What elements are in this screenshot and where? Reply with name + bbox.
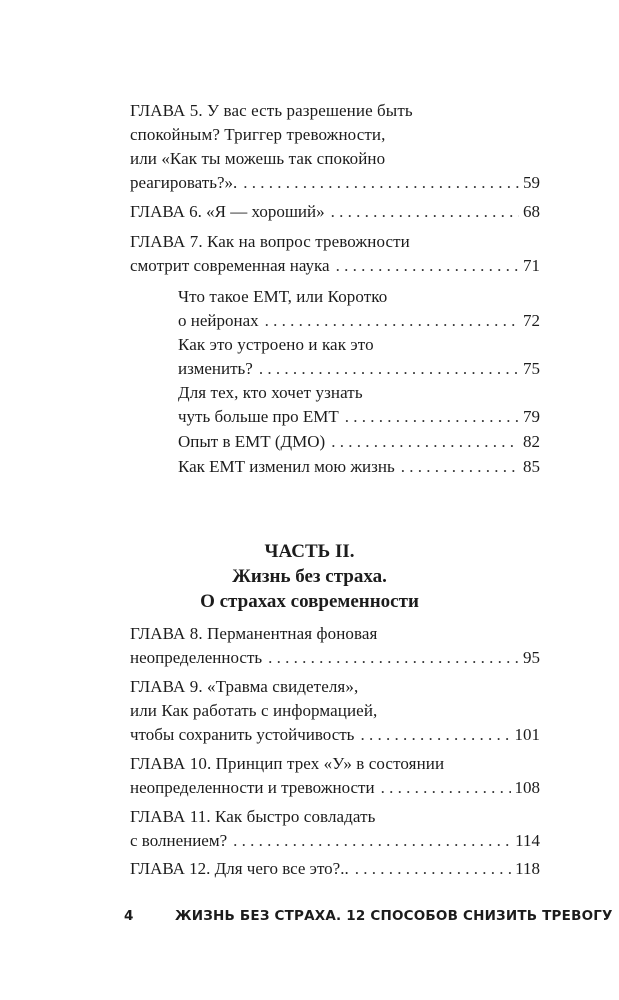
toc-sub4-title: Опыт в ЕМТ (ДМО) [178,432,326,451]
toc-ch5-line4: реагировать?». [130,173,238,192]
toc-sub1-line2: о нейронах [178,311,259,330]
toc-sub4-entry[interactable] [178,430,540,454]
dot-leader [360,723,510,747]
toc-sub1-entry[interactable] [178,309,540,333]
dot-leader [243,171,519,195]
toc-ch11-page: 114 [515,831,540,850]
toc-ch5-line3: или «Как ты можешь так спокойно [130,149,386,168]
toc-ch5-page: 59 [523,173,540,192]
toc-ch10-entry[interactable] [130,776,540,800]
toc-sub5-entry[interactable] [178,455,540,479]
toc-sub3-line2: чуть больше про ЕМТ [178,407,339,426]
dot-leader [265,309,519,333]
page-number: 4 [124,908,134,924]
toc-sub1-page: 72 [523,311,540,330]
dot-leader [336,254,519,278]
dot-leader [268,646,519,670]
toc-ch12-title: ГЛАВА 12. Для чего все это?.. [130,859,349,878]
toc-sub4-page: 82 [523,432,540,451]
toc-sub2-entry[interactable] [178,357,540,381]
toc-ch12-page: 118 [515,859,540,878]
toc-ch5-line1: ГЛАВА 5. У вас есть разрешение быть [130,101,413,120]
toc-ch8-page: 95 [523,648,540,667]
part-heading: ЧАСТЬ II. [264,541,355,562]
toc-ch11-line2: с волнением? [130,831,228,850]
toc-ch9-line3: чтобы сохранить устойчивость [130,725,355,744]
toc-sub5-page: 85 [523,457,540,476]
toc-ch9-line2: или Как работать с информацией, [130,701,378,720]
toc-sub3-page: 79 [523,407,540,426]
dot-leader [233,829,511,853]
dot-leader [345,405,519,429]
toc-ch7-page: 71 [523,256,540,275]
toc-ch5-line2: спокойным? Триггер тревожности, [130,125,386,144]
toc-sub2-line1: Как это устроено и как это [178,335,374,354]
toc-ch9-line1: ГЛАВА 9. «Травма свидетеля», [130,677,359,696]
toc-sub3-entry[interactable] [178,405,540,429]
toc-sub2-line2: изменить? [178,359,253,378]
toc-ch8-entry[interactable] [130,646,540,670]
dot-leader [355,857,511,881]
part-subtitle-2: О страхах современности [200,591,419,612]
toc-ch9-entry[interactable] [130,723,540,747]
toc-sub3-line1: Для тех, кто хочет узнать [178,383,363,402]
toc-ch10-line1: ГЛАВА 10. Принцип трех «У» в состоянии [130,754,445,773]
toc-ch6-title: ГЛАВА 6. «Я — хороший» [130,202,325,221]
dot-leader [259,357,519,381]
toc-ch8-line1: ГЛАВА 8. Перманентная фоновая [130,624,378,643]
toc-ch11-entry[interactable] [130,829,540,853]
dot-leader [381,776,511,800]
toc-ch5-entry[interactable] [130,171,540,195]
dot-leader [331,200,519,224]
toc-ch10-line2: неопределенности и тревожности [130,778,375,797]
toc-ch11-line1: ГЛАВА 11. Как быстро совладать [130,807,376,826]
part-subtitle: Жизнь без страха. [232,566,387,587]
dot-leader [401,455,519,479]
toc-ch12-entry[interactable] [130,857,540,881]
toc-sub5-title: Как ЕМТ изменил мою жизнь [178,457,395,476]
toc-ch9-page: 101 [514,725,540,744]
toc-sub1-line1: Что такое ЕМТ, или Коротко [178,287,388,306]
running-title: ЖИЗНЬ БЕЗ СТРАХА. 12 СПОСОБОВ СНИЗИТЬ ТРЕВОГУ [175,908,613,924]
toc-sub2-page: 75 [523,359,540,378]
toc-ch7-line2: смотрит современная наука [130,256,330,275]
dot-leader [331,430,519,454]
toc-ch7-line1: ГЛАВА 7. Как на вопрос тревожности [130,232,410,251]
toc-ch8-line2: неопределенность [130,648,263,667]
toc-ch6-page: 68 [523,202,540,221]
toc-ch6-entry[interactable] [130,200,540,224]
toc-ch10-page: 108 [514,778,540,797]
toc-ch7-entry[interactable] [130,254,540,278]
